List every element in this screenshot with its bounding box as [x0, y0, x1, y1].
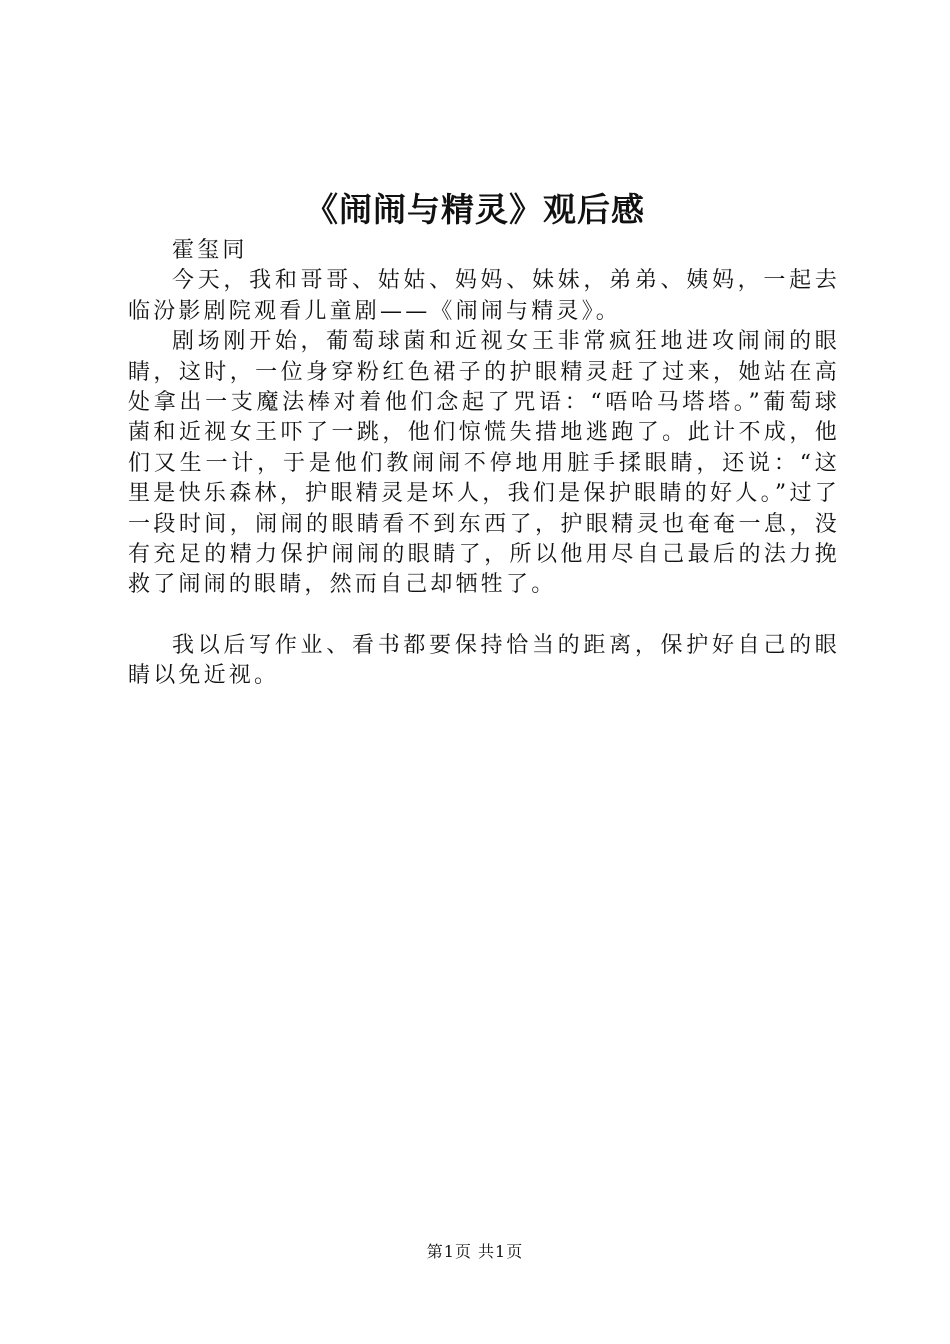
paragraph-conclusion: 我以后写作业、看书都要保持恰当的距离，保护好自己的眼睛以免近视。: [128, 632, 840, 689]
paragraph-intro: 今天，我和哥哥、姑姑、妈妈、妹妹，弟弟、姨妈，一起去临汾影剧院观看儿童剧——《闹闹与精灵》。: [128, 268, 840, 324]
document-title: 《闹闹与精灵》观后感: [305, 190, 645, 229]
page-footer: 第1页 共1页: [426, 1242, 524, 1261]
paragraph-story: 剧场刚开始，葡萄球菌和近视女王非常疯狂地进攻闹闹的眼睛，这时，一位身穿粉红色裙子的护眼精灵赶了过来，她站在高处拿出一支魔法棒对着他们念起了咒语：“唔哈马塔塔。”葡萄球菌和近视女王吓了一跳，他们惊慌失措地逃跑了。此计不成，他们又生一计，于是他们教闹闹不停地用脏手揉眼睛，还说：“这里是快乐森林，护眼精灵是坏人，我们是保护眼睛的好人。”过了一段时间，闹闹的眼睛看不到东西了，护眼精灵也奄奄一息，没有充足的精力保护闹闹的眼睛了，所以他用尽自己最后的法力挽救了闹闹的眼睛，然而自己却牺牲了。: [128, 329, 840, 598]
author-line: 霍玺同: [172, 238, 248, 263]
document-body: [128, 236, 840, 692]
